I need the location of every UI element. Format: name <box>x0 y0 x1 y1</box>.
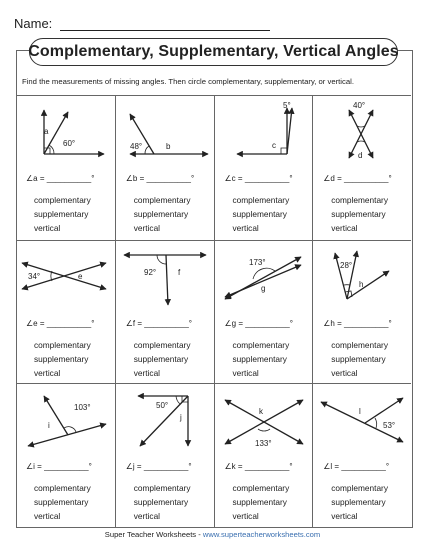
angle-label-j: j <box>179 413 182 423</box>
degree-b: ° <box>191 174 195 183</box>
angle-label-d: d <box>358 151 363 160</box>
given-angle-f: 92° <box>143 267 156 277</box>
degree-f: ° <box>188 318 192 328</box>
degree-i: ° <box>88 462 92 472</box>
answer-prefix-g: ∠g = <box>224 318 244 328</box>
answer-blank-b[interactable]: __________ <box>146 174 191 183</box>
option-supplementary-j[interactable]: supplementary <box>133 497 189 508</box>
worksheet-title: Complementary, Supplementary, Vertical Angles <box>28 43 399 60</box>
answer-prefix-e: ∠e = <box>26 318 45 328</box>
problem-cell-f <box>115 240 214 384</box>
problem-cell-b <box>115 96 214 240</box>
option-vertical-b[interactable]: vertical <box>133 223 161 233</box>
option-supplementary-h[interactable]: supplementary <box>331 353 386 364</box>
answer-prefix-i: ∠i = <box>26 462 42 472</box>
degree-j: ° <box>188 462 192 472</box>
problem-cell-a <box>16 96 115 240</box>
angle-label-a: a <box>44 127 49 136</box>
degree-h: ° <box>388 318 392 328</box>
problem-grid <box>16 95 411 527</box>
degree-l: ° <box>385 462 390 472</box>
option-complementary-l[interactable]: complementary <box>331 483 388 494</box>
option-vertical-l[interactable]: vertical <box>331 511 358 522</box>
problem-cell-k <box>214 383 313 527</box>
problem-cell-j <box>115 383 214 527</box>
degree-k: ° <box>289 462 293 472</box>
problem-cell-g <box>214 240 313 384</box>
answer-blank-c[interactable]: __________ <box>244 174 290 183</box>
answer-prefix-b: ∠b = <box>125 174 145 183</box>
angle-label-k: k <box>258 407 263 417</box>
given-angle-j: 50° <box>155 401 168 411</box>
option-supplementary-d[interactable]: supplementary <box>331 209 386 219</box>
angle-figure-h <box>313 241 411 309</box>
option-complementary-k[interactable]: complementary <box>232 483 290 494</box>
angle-label-f: f <box>177 267 180 277</box>
degree-d: ° <box>388 174 392 183</box>
option-complementary-e[interactable]: complementary <box>34 339 91 350</box>
given-angle-i: 103° <box>74 403 91 413</box>
answer-blank-i[interactable]: __________ <box>44 462 89 472</box>
option-vertical-h[interactable]: vertical <box>331 367 358 378</box>
answer-blank-g[interactable]: __________ <box>245 318 290 328</box>
name-field-line[interactable] <box>60 30 270 31</box>
problem-cell-c <box>214 96 313 240</box>
angle-figure-b <box>116 96 214 164</box>
option-complementary-b[interactable]: complementary <box>133 195 191 205</box>
degree-e: ° <box>91 318 95 328</box>
angle-label-h: h <box>359 279 364 289</box>
option-vertical-j[interactable]: vertical <box>133 511 161 522</box>
option-supplementary-e[interactable]: supplementary <box>34 353 89 364</box>
angle-figure-l <box>313 384 411 452</box>
answer-blank-f[interactable]: __________ <box>144 318 189 328</box>
angle-figure-e <box>16 241 114 309</box>
answer-prefix-h: ∠h = <box>323 318 342 328</box>
given-angle-g: 173° <box>248 257 266 267</box>
option-supplementary-a[interactable]: supplementary <box>34 209 89 219</box>
answer-blank-j[interactable]: __________ <box>143 462 189 472</box>
option-supplementary-c[interactable]: supplementary <box>232 209 287 219</box>
degree-c: ° <box>289 174 293 183</box>
given-angle-d: 40° <box>353 101 366 110</box>
title-banner <box>29 38 398 66</box>
answer-blank-e[interactable]: __________ <box>46 318 92 328</box>
angle-figure-k <box>215 384 313 452</box>
answer-prefix-c: ∠c = <box>224 174 243 183</box>
answer-prefix-d: ∠d = <box>323 174 342 183</box>
option-complementary-f[interactable]: complementary <box>133 339 191 350</box>
answer-blank-d[interactable]: __________ <box>344 174 389 183</box>
footer-brand: Super Teacher Worksheets <box>104 530 197 539</box>
answer-blank-h[interactable]: __________ <box>344 318 389 328</box>
option-complementary-i[interactable]: complementary <box>34 483 91 494</box>
angle-label-e: e <box>78 271 83 281</box>
angle-figure-j <box>116 384 214 452</box>
answer-prefix-a: ∠a = <box>26 174 45 183</box>
option-complementary-d[interactable]: complementary <box>331 195 388 205</box>
angle-label-g: g <box>260 283 265 293</box>
footer-url[interactable]: www.superteacherworksheets.com <box>202 530 321 539</box>
option-supplementary-f[interactable]: supplementary <box>133 353 189 364</box>
angle-label-i: i <box>48 421 50 431</box>
option-vertical-c[interactable]: vertical <box>232 223 259 233</box>
answer-prefix-j: ∠j = <box>125 462 142 472</box>
option-vertical-f[interactable]: vertical <box>133 367 161 378</box>
answer-blank-l[interactable]: __________ <box>341 462 386 472</box>
option-supplementary-k[interactable]: supplementary <box>232 497 287 508</box>
given-angle-k: 133° <box>254 439 272 449</box>
answer-prefix-l: ∠l = <box>323 462 340 472</box>
option-supplementary-l[interactable]: supplementary <box>331 497 386 508</box>
degree-a: ° <box>91 174 95 183</box>
option-complementary-c[interactable]: complementary <box>232 195 290 205</box>
angle-figure-f <box>116 241 214 309</box>
option-complementary-g[interactable]: complementary <box>232 339 290 350</box>
problem-cell-i <box>16 383 115 527</box>
angle-figure-d <box>313 96 411 164</box>
answer-blank-k[interactable]: __________ <box>244 462 290 472</box>
angle-label-c: c <box>271 141 276 150</box>
given-angle-l: 53° <box>383 421 396 431</box>
angle-figure-c <box>215 96 313 164</box>
option-supplementary-b[interactable]: supplementary <box>133 209 189 219</box>
given-angle-b: 48° <box>129 142 142 151</box>
angle-label-l: l <box>359 407 362 417</box>
footer <box>0 530 425 539</box>
given-angle-e: 34° <box>28 271 41 281</box>
angle-figure-g <box>215 241 313 309</box>
option-vertical-k[interactable]: vertical <box>232 511 259 522</box>
given-angle-a: 60° <box>63 139 76 148</box>
problem-cell-d <box>312 96 411 240</box>
option-supplementary-i[interactable]: supplementary <box>34 497 89 508</box>
problem-cell-l <box>312 383 411 527</box>
answer-prefix-k: ∠k = <box>224 462 243 472</box>
option-complementary-h[interactable]: complementary <box>331 339 388 350</box>
given-angle-c: 5° <box>282 101 291 110</box>
option-vertical-g[interactable]: vertical <box>232 367 259 378</box>
option-vertical-i[interactable]: vertical <box>34 511 61 522</box>
option-vertical-d[interactable]: vertical <box>331 223 358 233</box>
option-supplementary-g[interactable]: supplementary <box>232 353 287 364</box>
angle-figure-a <box>16 96 114 164</box>
instructions: Find the measurements of missing angles. Then circle complementary, supplementary, or vertical. <box>22 77 354 86</box>
footer-separator: - <box>196 530 203 539</box>
option-vertical-e[interactable]: vertical <box>34 367 61 378</box>
degree-g: ° <box>289 318 293 328</box>
angle-label-b: b <box>165 142 171 151</box>
answer-prefix-f: ∠f = <box>125 318 143 328</box>
problem-cell-h <box>312 240 411 384</box>
given-angle-h: 28° <box>340 260 353 270</box>
angle-figure-i <box>16 384 114 452</box>
option-vertical-a[interactable]: vertical <box>34 223 61 233</box>
name-label: Name: <box>14 16 53 31</box>
option-complementary-j[interactable]: complementary <box>133 483 191 494</box>
option-complementary-a[interactable]: complementary <box>34 195 91 205</box>
answer-blank-a[interactable]: __________ <box>46 174 92 183</box>
problem-cell-e <box>16 240 115 384</box>
